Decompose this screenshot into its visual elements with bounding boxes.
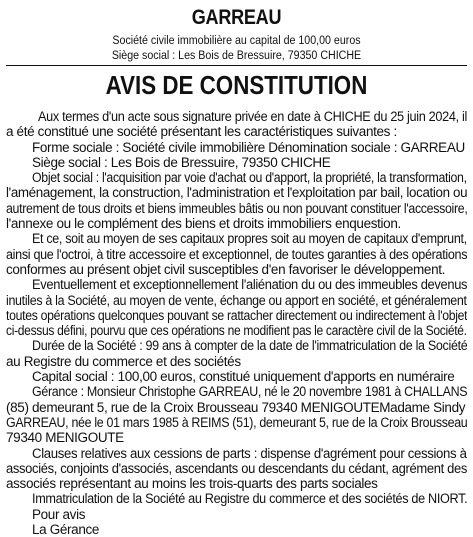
body-line: 79340 MENIGOUTE [6,430,124,446]
body-line: a été constitué une société présentant les caractéristiques suivantes : [6,124,397,140]
header-divider [6,65,467,66]
body-line: Eventuellement et exceptionnellement l'aliénation du ou des immeubles devenus [32,277,467,293]
siege-line: Siège social : Les Bois de Bressuire, 79350 CHICHE [111,47,362,62]
body-line: associés, conjoints d'associés, ascendants ou descendants du cédant, agrément des [6,460,467,476]
body-line: Siège social : Les Bois de Bressuire, 79350 CHICHE [32,154,331,170]
body-line: Immatriculation de la Société au Registre du commerce et des sociétés de NIORT. [32,491,467,507]
body-line: Gérance : Monsieur Christophe GARREAU, né le 20 novembre 1981 à CHALLANS [32,384,467,400]
body-line: La Gérance [32,522,100,537]
body-line: Et ce, soit au moyen de ses capitaux propres soit au moyen de capitaux d'emprunt, [32,231,467,247]
company-name: GARREAU [191,6,282,29]
body-line: l'aménagement, la construction, l'administration et l'exploitation par bail, location ou [6,185,467,201]
capital-line: Société civile immobilière au capital de 100,00 euros [112,33,361,47]
body-line: Capital social : 100,00 euros, constitué uniquement d'apports en numéraire [32,369,455,385]
body-line: Clauses relatives aux cessions de parts : dispense d'agrément pour cessions à [32,445,467,461]
body-line: Durée de la Société : 99 ans à compter de la date de l'immatriculation de la Société [32,338,467,354]
body-line: associés représentant au moins les trois-quarts des parts sociales [6,476,378,492]
body-line: GARREAU, née le 01 mars 1985 à REIMS (51), demeurant 5, rue de la Croix Brousseau [6,414,467,430]
body-line: l'annexe ou le complément des biens et droits immobiliers enquestion. [6,216,401,232]
body-line: ci-dessus défini, pourvu que ces opérations ne modifient pas le caractère civil de la Société. [6,323,467,339]
body-line: Aux termes d'un acte sous signature privée en date à CHICHE du 25 juin 2024, il [38,109,467,124]
body-line: conformes au présent objet civil susceptibles d'en favoriser le développement. [6,261,446,277]
body-line: toutes opérations quelconques pouvant se rattacher directement ou indirectement à l'objet [6,307,467,323]
body-line: inutiles à la Société, au moyen de vente, échange ou apport en société, et généralement [6,292,467,308]
notice-title: AVIS DE CONSTITUTION [105,70,368,100]
body-line: autrement de tous droits et biens immeubles bâtis ou non pouvant constituer l'accessoire, [6,200,467,216]
body-line: Forme sociale : Société civile immobilière Dénomination sociale : GARREAU [32,139,465,155]
notice-body [6,109,467,537]
body-line: Pour avis [32,506,86,522]
body-line: au Registre du commerce et des sociétés [6,353,241,369]
body-line: Objet social : l'acquisition par voie d'achat ou d'apport, la propriété, la transformation, [32,170,467,186]
body-line: (85) demeurant 5, rue de la Croix Brousseau 79340 MENIGOUTEMadame Sindy [6,399,466,415]
body-line: ainsi que l'octroi, à titre accessoire et exceptionnel, de toutes garanties à des opérations [6,246,467,262]
